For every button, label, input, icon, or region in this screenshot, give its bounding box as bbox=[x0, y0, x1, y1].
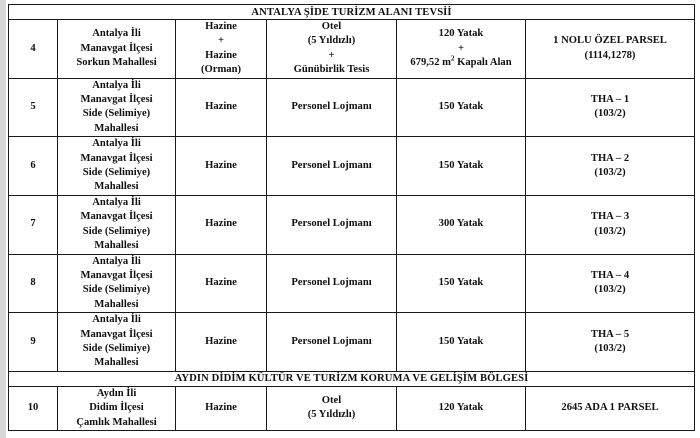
cell-line: (Orman) bbox=[200, 64, 241, 76]
cell-num: 10 bbox=[9, 386, 58, 430]
cell-line bbox=[399, 56, 523, 70]
cell-line: Antalya İli bbox=[92, 196, 141, 208]
cell-val bbox=[397, 195, 526, 254]
cell-loc bbox=[58, 313, 176, 372]
area-superscript: 2 bbox=[451, 54, 455, 63]
cell-val bbox=[176, 254, 267, 313]
cell-num: 5 bbox=[9, 78, 58, 137]
cell-val bbox=[176, 386, 267, 430]
cell-line: Side (Selimiye) bbox=[82, 225, 151, 237]
table-row bbox=[9, 313, 695, 372]
cell-line: Personel Lojmanı bbox=[291, 159, 372, 171]
cell-line: (1114,1278) bbox=[584, 49, 636, 61]
cell-line: 2645 ADA 1 PARSEL bbox=[561, 402, 659, 414]
cell-line: Hazine bbox=[205, 21, 237, 32]
cell-line: Antalya İli bbox=[92, 255, 141, 267]
cell-val bbox=[397, 20, 526, 79]
cell-val bbox=[526, 386, 695, 430]
cell-val bbox=[267, 20, 397, 79]
cell-loc bbox=[58, 78, 176, 137]
cell-line: Personel Lojmanı bbox=[291, 335, 372, 347]
cell-line: (103/2) bbox=[594, 167, 626, 179]
cell-line: 120 Yatak bbox=[438, 402, 484, 414]
cell-line: 150 Yatak bbox=[438, 335, 484, 347]
cell-val bbox=[176, 137, 267, 196]
cell-line: Hazine bbox=[205, 335, 237, 347]
cell-line: Mahallesi bbox=[94, 122, 139, 134]
cell-val bbox=[267, 254, 397, 313]
cell-line: Aydın İli bbox=[96, 387, 137, 399]
cell-line: (103/2) bbox=[594, 225, 626, 237]
cell-line: Hazine bbox=[205, 402, 237, 414]
cell-num: 6 bbox=[9, 137, 58, 196]
cell-line: Mahallesi bbox=[94, 298, 139, 310]
cell-line: Side (Selimiye) bbox=[82, 167, 151, 179]
cell-val bbox=[176, 78, 267, 137]
cell-line: + bbox=[328, 49, 335, 61]
cell-line: THA – 3 bbox=[590, 211, 630, 223]
cell-line: (103/2) bbox=[594, 284, 626, 296]
cell-line: 150 Yatak bbox=[438, 159, 484, 171]
cell-line: Manavgat İlçesi bbox=[80, 328, 153, 340]
cell-line: Manavgat İlçesi bbox=[80, 152, 153, 164]
cell-val bbox=[176, 195, 267, 254]
cell-line: THA – 5 bbox=[590, 328, 630, 340]
cell-val bbox=[267, 313, 397, 372]
cell-val bbox=[267, 195, 397, 254]
cell-val bbox=[267, 137, 397, 196]
table-row bbox=[9, 78, 695, 137]
cell-loc bbox=[58, 20, 176, 79]
cell-line: 150 Yatak bbox=[438, 101, 484, 113]
cell-num: 4 bbox=[9, 20, 58, 79]
cell-line: Side (Selimiye) bbox=[82, 284, 151, 296]
cell-line: Manavgat İlçesi bbox=[80, 42, 153, 54]
section-title: ANTALYA ŞİDE TURİZM ALANI TEVSİİ bbox=[9, 5, 695, 20]
cell-line: Hazine bbox=[205, 101, 237, 113]
cell-line: Otel bbox=[321, 21, 342, 32]
cell-line: THA – 1 bbox=[590, 94, 630, 106]
cell-line: Hazine bbox=[205, 159, 237, 171]
cell-val bbox=[176, 313, 267, 372]
cell-line: Antalya İli bbox=[92, 79, 141, 91]
section-title: AYDIN DİDİM KÜLTÜR VE TURİZM KORUMA VE GELİŞİM BÖLGESİ bbox=[9, 371, 695, 386]
cell-line: (103/2) bbox=[594, 108, 626, 120]
cell-line: Personel Lojmanı bbox=[291, 101, 372, 113]
section-header-row bbox=[9, 371, 695, 386]
cell-line: Side (Selimiye) bbox=[82, 342, 151, 354]
cell-num: 8 bbox=[9, 254, 58, 313]
cell-val bbox=[397, 386, 526, 430]
cell-val bbox=[397, 137, 526, 196]
cell-line: Manavgat İlçesi bbox=[80, 269, 153, 281]
cell-line: Mahallesi bbox=[94, 181, 139, 193]
cell-val bbox=[526, 254, 695, 313]
cell-line: Manavgat İlçesi bbox=[80, 94, 153, 106]
cell-loc bbox=[58, 195, 176, 254]
cell-line: Mahallesi bbox=[94, 357, 139, 369]
cell-val bbox=[267, 78, 397, 137]
table-row bbox=[9, 386, 695, 430]
cell-line: 120 Yatak bbox=[438, 28, 484, 40]
cell-line: Çamlık Mahallesi bbox=[76, 416, 157, 428]
table-row bbox=[9, 254, 695, 313]
table-row bbox=[9, 137, 695, 196]
cell-val bbox=[397, 78, 526, 137]
cell-line: Antalya İli bbox=[92, 314, 141, 326]
cell-line: 1 NOLU ÖZEL PARSEL bbox=[553, 35, 667, 47]
cell-val bbox=[526, 137, 695, 196]
cell-line: Personel Lojmanı bbox=[291, 218, 372, 230]
cell-line: Hazine bbox=[205, 218, 237, 230]
cell-line: Manavgat İlçesi bbox=[80, 211, 153, 223]
cell-line: THA – 2 bbox=[590, 152, 630, 164]
cell-line: Personel Lojmanı bbox=[291, 277, 372, 289]
cell-line: Hazine bbox=[205, 277, 237, 289]
cell-line: 300 Yatak bbox=[438, 218, 484, 230]
cell-line: (103/2) bbox=[594, 342, 626, 354]
section-header-row bbox=[9, 5, 695, 20]
area-value: 679,52 m bbox=[410, 57, 451, 69]
cell-line: THA – 4 bbox=[590, 269, 630, 281]
cell-line: Otel bbox=[321, 394, 342, 406]
cell-line: + bbox=[217, 35, 225, 47]
cell-val bbox=[397, 313, 526, 372]
cell-loc bbox=[58, 137, 176, 196]
area-label: Kapalı Alan bbox=[454, 57, 512, 69]
cell-line: Günübirlik Tesis bbox=[293, 64, 370, 76]
cell-line: + bbox=[457, 42, 465, 54]
cell-val bbox=[526, 313, 695, 372]
cell-num: 9 bbox=[9, 313, 58, 372]
cell-line: 150 Yatak bbox=[438, 277, 484, 289]
cell-val bbox=[526, 195, 695, 254]
cell-val bbox=[526, 78, 695, 137]
page-edge-bar bbox=[0, 0, 6, 438]
cell-line: (5 Yıldızlı) bbox=[307, 409, 356, 421]
cell-line: Antalya İli bbox=[92, 138, 141, 150]
table-row bbox=[9, 195, 695, 254]
cell-line: Sorkun Mahallesi bbox=[76, 57, 157, 69]
cell-num: 7 bbox=[9, 195, 58, 254]
cell-line: Antalya İli bbox=[92, 28, 141, 40]
table-row bbox=[9, 20, 695, 79]
cell-val bbox=[176, 20, 267, 79]
cell-line: (5 Yıldızlı) bbox=[307, 35, 356, 47]
cell-val bbox=[526, 20, 695, 79]
cell-val bbox=[267, 386, 397, 430]
cell-line: Didim İlçesi bbox=[89, 402, 144, 414]
cell-line: Mahallesi bbox=[94, 240, 139, 252]
cell-line: Side (Selimiye) bbox=[82, 108, 151, 120]
cell-val bbox=[397, 254, 526, 313]
cell-line: Hazine bbox=[205, 49, 237, 61]
cell-loc bbox=[58, 254, 176, 313]
cell-loc bbox=[58, 386, 176, 430]
facility-table bbox=[8, 4, 695, 431]
